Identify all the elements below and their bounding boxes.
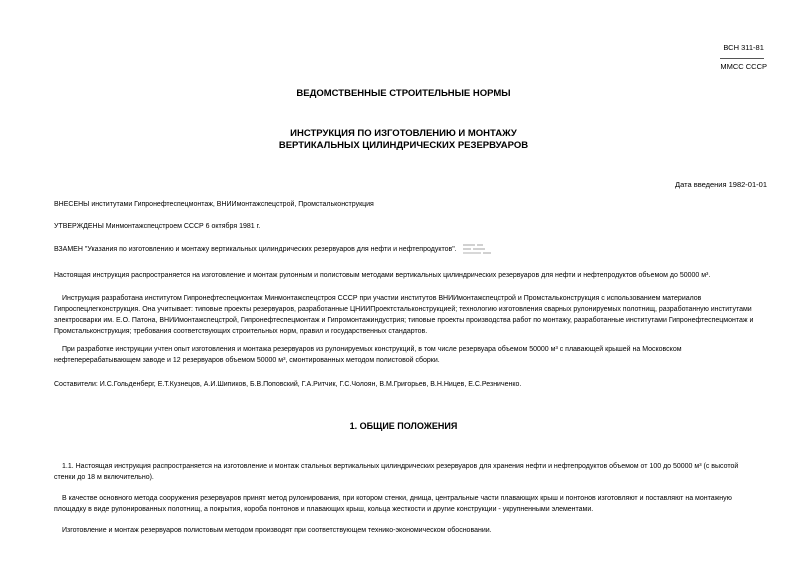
- introduced-by: ВНЕСЕНЫ институтами Гипронефтеспецмонтаж, ВНИИмонтажспецстрой, Промстальконструкция: [54, 201, 374, 208]
- authors-list: Составители: И.С.Гольденберг, Е.Т.Кузнецов, А.И.Шипиков, Б.В.Поповский, Г.А.Ритчик, Г.С.Чолоян, В.М.Григорьев, В.Н.Ницев, Е.С.Резниченко.: [54, 381, 522, 388]
- method-paragraph: [54, 493, 768, 515]
- clause-1-1-line-1: 1.1. Настоящая инструкция распространяется на изготовление и монтаж стальных вертикальных цилиндрических резервуаров для хранения нефти и нефтепродуктов объемом от 100 до 50000 м³ (с высотой: [62, 463, 739, 470]
- experience-paragraph: [54, 344, 768, 366]
- approved-by: УТВЕРЖДЕНЫ Минмонтажспецстроем СССР 6 октября 1981 г.: [54, 223, 261, 230]
- developed-line-2: Гипроспецлегконструкция. Она учитывает: типовые проекты резервуаров, разработанные ЦНИИПроектстальконструкцией; технологию изготовления сварных рулонируемых полотнищ, разработанную институтами: [54, 306, 752, 313]
- clause-1-1: [54, 461, 768, 483]
- method-line-2: площадку в виде рулонированных полотнищ, а покрытия, короба понтонов и плавающих крыш, кольца жесткости и другие конструкции - укрупненными элементами.: [54, 506, 594, 513]
- scope-paragraph: Настоящая инструкция распространяется на изготовление и монтаж рулонным и полистовым методами вертикальных цилиндрических резервуаров для нефти и нефтепродуктов объемом до 50000 м³.: [54, 272, 711, 279]
- developed-line-4: Промстальконструкция; требования соответствующих строительных норм, правил и государственных стандартов.: [54, 328, 428, 335]
- experience-line-2: нефтеперерабатывающем заводе и 12 резервуаров объемом 50000 м³, смонтированных методом полистовой сборки.: [54, 357, 440, 364]
- developed-line-3: электросварки им. Е.О. Патона, ВНИИмонтажспецстрой, Гипронефтеспецмонтаж и Гипромонтажиндустрия; типовые проекты производства работ по монтажу, разработанные институтами Гипронефтеспецмонтаж и: [54, 317, 754, 324]
- effective-date: Дата введения 1982-01-01: [675, 180, 767, 189]
- replaces-note: [54, 242, 768, 256]
- document-heading: ВЕДОМСТВЕННЫЕ СТРОИТЕЛЬНЫЕ НОРМЫ: [296, 88, 511, 99]
- developed-line-1: Инструкция разработана институтом Гипронефтеспецмонтаж Минмонтажспецстроя СССР при участии институтов ВНИИмонтажспецстрой и Промстальконструкция с использованием материалов: [62, 295, 702, 302]
- document-code: ВСН 311-81: [723, 43, 764, 52]
- title-line-2: ВЕРТИКАЛЬНЫХ ЦИЛИНДРИЧЕСКИХ РЕЗЕРВУАРОВ: [278, 140, 529, 151]
- clause-1-1-line-2: стенки до 18 м включительно).: [54, 474, 154, 481]
- stamp-mark-icon: [461, 242, 501, 256]
- code-divider: [720, 58, 764, 59]
- document-title: [0, 128, 807, 152]
- issuing-organization: ММСС СССР: [720, 61, 767, 71]
- section-title: 1. ОБЩИЕ ПОЛОЖЕНИЯ: [349, 421, 458, 431]
- sheet-method-paragraph: Изготовление и монтаж резервуаров полистовым методом производят при соответствующем технико-экономическом обосновании.: [62, 527, 492, 534]
- replaces-text: ВЗАМЕН "Указания по изготовлению и монтажу вертикальных цилиндрических резервуаров для нефти и нефтепродуктов".: [54, 245, 457, 253]
- experience-line-1: При разработке инструкции учтен опыт изготовления и монтажа резервуаров из рулонируемых конструкций, в том числе резервуара объемом 50000 м³ с плавающей крышей на Московском: [62, 346, 682, 353]
- title-line-1: ИНСТРУКЦИЯ ПО ИЗГОТОВЛЕНИЮ И МОНТАЖУ: [290, 128, 517, 139]
- method-line-1: В качестве основного метода сооружения резервуаров принят метод рулонирования, при котором стенки, днища, центральные части плавающих крыш и понтонов изготовляют и поставляют на монтажную: [62, 495, 732, 502]
- developed-paragraph: [54, 293, 768, 337]
- document-code-block: [720, 44, 767, 70]
